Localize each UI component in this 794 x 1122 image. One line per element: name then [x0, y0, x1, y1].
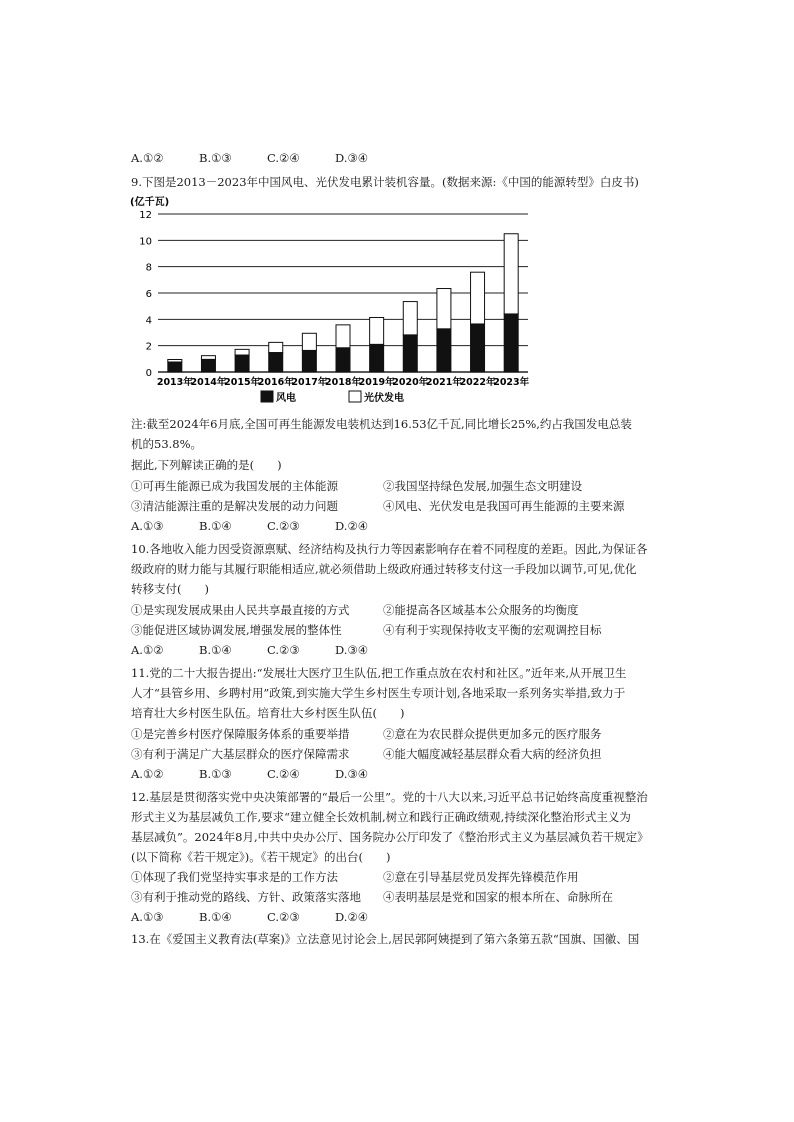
q10-stem-line3: 转移支付( ) — [131, 582, 209, 596]
x-tick-label: 2013年 — [156, 377, 193, 388]
y-tick-label: 0 — [145, 368, 152, 379]
chart-legend — [261, 391, 404, 404]
bar-wind — [336, 348, 350, 372]
q10-statements-row1 — [131, 602, 579, 618]
option-b: B.①④ — [199, 519, 232, 533]
option-c: C.②③ — [267, 643, 300, 657]
statement-4: ④表明基层是党和国家的根本所在、命脉所在 — [383, 890, 613, 904]
q9-options — [131, 518, 368, 534]
statement-1: ①体现了我们党坚持实事求是的工作方法 — [131, 870, 338, 884]
bar-solar — [302, 333, 316, 350]
bar-wind — [168, 362, 182, 372]
statement-2: ②我国坚持绿色发展,加强生态文明建设 — [383, 479, 583, 493]
q12-stem-line1: 12.基层是贯彻落实党中央决策部署的“最后一公里”。党的十八大以来,习近平总书记始终高度重视整治 — [131, 790, 648, 804]
x-tick-label: 2019年 — [358, 377, 395, 388]
option-c: C.②④ — [267, 151, 300, 165]
q11-statements-row2 — [131, 746, 602, 762]
option-d: D.③④ — [335, 643, 369, 657]
bar-solar — [235, 349, 249, 355]
bar-wind — [302, 350, 316, 372]
statement-3: ③清洁能源注重的是解决发展的动力问题 — [131, 499, 338, 513]
q11-stem-line2: 人才“县管乡用、乡聘村用”政策,到实施大学生乡村医生专项计划,各地采取一系列务实举措,致力于 — [131, 686, 626, 700]
x-tick-label: 2018年 — [325, 377, 361, 388]
y-tick-label: 6 — [145, 289, 152, 300]
option-d: D.②④ — [335, 519, 369, 533]
option-b: B.①③ — [199, 151, 232, 165]
statement-1: ①是实现发展成果由人民共享最直接的方式 — [131, 603, 350, 617]
option-c: C.②④ — [267, 767, 300, 781]
option-a: A.①② — [131, 767, 164, 781]
legend-label-wind: 风电 — [276, 393, 296, 404]
q11-stem-line1: 11.党的二十大报告提出:“发展壮大医疗卫生队伍,把工作重点放在农村和社区。”近年来,从开展卫生 — [131, 666, 627, 680]
q9-note-line2: 机的53.8%。 — [131, 437, 203, 451]
x-tick-label: 2022年 — [459, 377, 496, 388]
q9-statements-row1 — [131, 478, 582, 494]
bar-solar — [168, 359, 182, 362]
q10-statements-row2 — [131, 622, 602, 638]
y-tick-label: 2 — [145, 341, 152, 353]
q11-options — [131, 766, 368, 782]
bar-solar — [437, 289, 451, 329]
statement-3: ③能促进区域协调发展,增强发展的整体性 — [131, 623, 342, 637]
option-a: A.①③ — [131, 519, 164, 533]
q10-stem-line2: 级政府的财力能与其履行职能相适应,就必须借助上级政府通过转移支付这一手段加以调节,可见,优化 — [131, 562, 637, 576]
q9-note-line1: 注:截至2024年6月底,全国可再生能源发电装机达到16.53亿千瓦,同比增长25%,约占我国发电总装 — [131, 417, 632, 431]
option-b: B.①③ — [199, 767, 232, 781]
bar-wind — [471, 324, 485, 372]
x-tick-label: 2017年 — [291, 377, 328, 388]
q12-stem-line4: (以下简称《若干规定》)。《若干规定》的出台( ) — [131, 850, 391, 864]
bar-wind — [437, 329, 451, 372]
statement-3: ③有利于满足广大基层群众的医疗保障需求 — [131, 747, 350, 761]
option-b: B.①④ — [199, 910, 232, 924]
q12-stem-line3: 基层减负”。2024年8月,中共中央办公厅、国务院办公厅印发了《整治形式主义为基层减负若干规定》 — [131, 830, 649, 844]
q9-statements-row2 — [131, 498, 625, 514]
bar-wind — [235, 355, 249, 372]
q12-stem-line2: 形式主义为基层减负工作,要求“建立健全长效机制,树立和践行正确政绩观,持续深化整治形式主义为 — [131, 810, 631, 824]
option-a: A.①② — [131, 151, 164, 165]
q8-options — [131, 150, 368, 166]
q9-stem: 9.下图是2013－2023年中国风电、光伏发电累计装机容量。(数据来源:《中国的能源转型》白皮书) — [131, 175, 639, 189]
option-a: A.①③ — [131, 910, 164, 924]
y-tick-label: 4 — [145, 315, 152, 327]
option-d: D.②④ — [335, 910, 369, 924]
y-tick-label: 10 — [139, 236, 152, 248]
wind-solar-chart — [128, 196, 548, 415]
statement-2: ②意在引导基层党员发挥先锋模范作用 — [383, 870, 579, 884]
bar-solar — [336, 325, 350, 348]
x-tick-label: 2020年 — [392, 377, 429, 388]
bar-solar — [201, 356, 215, 360]
statement-2: ②意在为农民群众提供更加多元的医疗服务 — [383, 727, 602, 741]
bar-wind — [370, 344, 384, 372]
y-tick-label: 8 — [145, 262, 152, 274]
legend-label-solar: 光伏发电 — [364, 393, 404, 404]
bar-solar — [269, 342, 283, 352]
bar-wind — [403, 335, 417, 372]
x-tick-label: 2021年 — [425, 377, 462, 388]
option-d: D.③④ — [335, 151, 369, 165]
q11-stem-line3: 培育壮大乡村医生队伍。培育壮大乡村医生队伍( ) — [131, 706, 405, 720]
x-tick-label: 2015年 — [224, 377, 261, 388]
bar-wind — [269, 353, 283, 372]
statement-1: ①是完善乡村医疗保障服务体系的重要举措 — [131, 727, 350, 741]
statement-2: ②能提高各区域基本公众服务的均衡度 — [383, 603, 579, 617]
y-axis-label: (亿千瓦) — [130, 197, 170, 208]
option-a: A.①② — [131, 643, 164, 657]
q11-statements-row1 — [131, 726, 602, 742]
bar-wind — [504, 314, 518, 372]
statement-4: ④有利于实现保持收支平衡的宏观调控目标 — [383, 623, 602, 637]
x-tick-label: 2023年 — [493, 377, 530, 388]
x-tick-label: 2016年 — [257, 377, 294, 388]
q12-options — [131, 909, 368, 925]
bar-wind — [201, 359, 215, 372]
bar-solar — [370, 317, 384, 344]
q13-stem-line1: 13.在《爱国主义教育法(草案)》立法意见讨论会上,居民郭阿姨提到了第六条第五款“国旗、国徽、国 — [131, 932, 640, 946]
chart-svg — [128, 196, 548, 412]
option-c: C.②③ — [267, 519, 300, 533]
statement-4: ④能大幅度减轻基层群众看大病的经济负担 — [383, 747, 602, 761]
statement-4: ④风电、光伏发电是我国可再生能源的主要来源 — [383, 499, 625, 513]
statement-1: ①可再生能源已成为我国发展的主体能源 — [131, 479, 338, 493]
q9-question: 据此,下列解读正确的是( ) — [131, 458, 282, 472]
option-d: D.③④ — [335, 767, 369, 781]
q12-statements-row1 — [131, 869, 579, 885]
legend-swatch-wind — [261, 391, 273, 402]
option-b: B.①④ — [199, 643, 232, 657]
y-tick-label: 12 — [139, 210, 152, 221]
x-tick-label: 2014年 — [190, 377, 227, 388]
q10-stem-line1: 10.各地收入能力因受资源禀赋、经济结构及执行力等因素影响存在着不同程度的差距。因此,为保证各 — [131, 542, 648, 556]
option-c: C.②③ — [267, 910, 300, 924]
legend-swatch-solar — [349, 391, 361, 402]
q12-statements-row2 — [131, 889, 613, 905]
bar-solar — [504, 234, 518, 314]
bar-solar — [471, 272, 485, 324]
statement-3: ③有利于推动党的路线、方针、政策落实落地 — [131, 890, 361, 904]
bar-solar — [403, 302, 417, 335]
q10-options — [131, 642, 368, 658]
